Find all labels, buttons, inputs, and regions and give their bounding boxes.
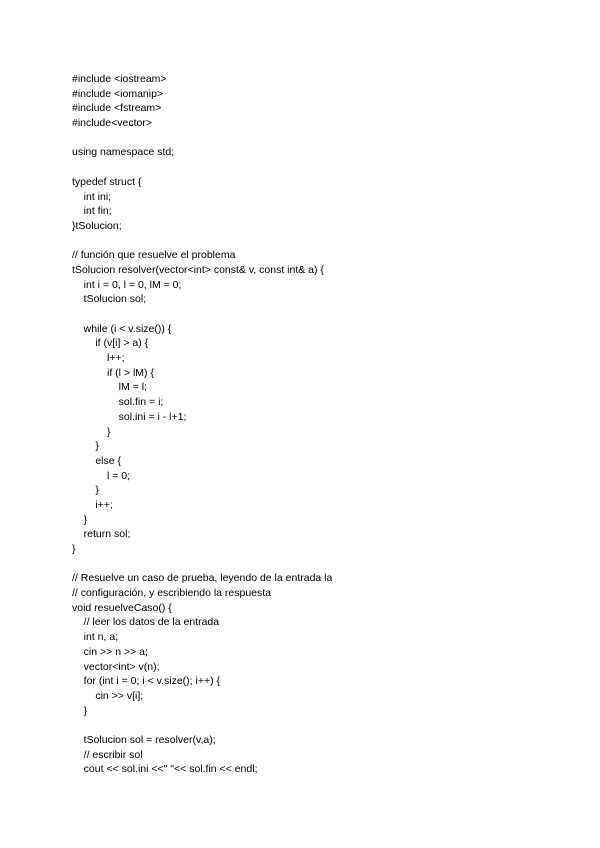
code-line: #include <fstream> (72, 102, 162, 115)
code-line: return sol; (72, 528, 131, 541)
code-line: } (72, 425, 111, 438)
code-line: int n, a; (72, 631, 119, 644)
code-line: #include <iostream> (72, 73, 167, 85)
code-line: // escribir sol (72, 748, 143, 761)
code-line: tSolucion resolver(vector<int> const& v, const int& a) { (72, 263, 324, 276)
code-line: i++; (72, 498, 113, 511)
code-line: #include<vector> (72, 117, 152, 130)
code-line: while (i < v.size()) { (72, 322, 172, 335)
code-line: cin >> v[i]; (72, 689, 144, 702)
code-line: lM = l; (72, 381, 147, 394)
code-line: // Resuelve un caso de prueba, leyendo de la entrada la (72, 572, 333, 585)
code-line: if (v[i] > a) { (72, 337, 149, 350)
code-line: cin >> n >> a; (72, 645, 148, 658)
code-line: else { (72, 454, 122, 467)
code-line (72, 718, 332, 733)
code-line: #include <iomanip> (72, 87, 164, 100)
code-line: } (72, 704, 88, 717)
code-line: } (72, 543, 76, 555)
code-line: typedef struct { (72, 175, 142, 188)
code-line (72, 131, 332, 146)
code-line: } (72, 484, 99, 497)
code-line: int fin; (72, 205, 112, 218)
code-listing (72, 72, 332, 777)
code-line: using namespace std; (72, 146, 175, 159)
code-line: int ini; (72, 190, 112, 203)
code-line: int i = 0, l = 0, lM = 0; (72, 278, 182, 291)
code-line: if (l > lM) { (72, 366, 154, 379)
code-line (72, 160, 332, 175)
code-line: tSolucion sol = resolver(v,a); (72, 733, 216, 746)
code-line: sol.ini = i - l+1; (72, 410, 187, 423)
code-line: sol.fin = i; (72, 396, 164, 409)
code-line: l++; (72, 352, 125, 365)
code-line: }tSolucion; (72, 219, 122, 232)
code-line: } (72, 513, 88, 526)
code-line: void resuelveCaso() { (72, 601, 172, 614)
code-line: vector<int> v(n); (72, 660, 160, 673)
code-line: } (72, 440, 99, 453)
code-line: tSolucion sol; (72, 293, 147, 306)
code-line: cout << sol.ini <<" "<< sol.fin << endl; (72, 763, 258, 776)
code-line: // leer los datos de la entrada (72, 616, 220, 629)
code-line (72, 557, 332, 572)
code-line: // configuración, y escribiendo la respuesta (72, 587, 272, 600)
code-line: for (int i = 0; i < v.size(); i++) { (72, 675, 221, 688)
code-line: l = 0; (72, 469, 131, 482)
code-line: // función que resuelve el problema (72, 249, 236, 262)
code-line (72, 234, 332, 249)
code-line (72, 307, 332, 322)
